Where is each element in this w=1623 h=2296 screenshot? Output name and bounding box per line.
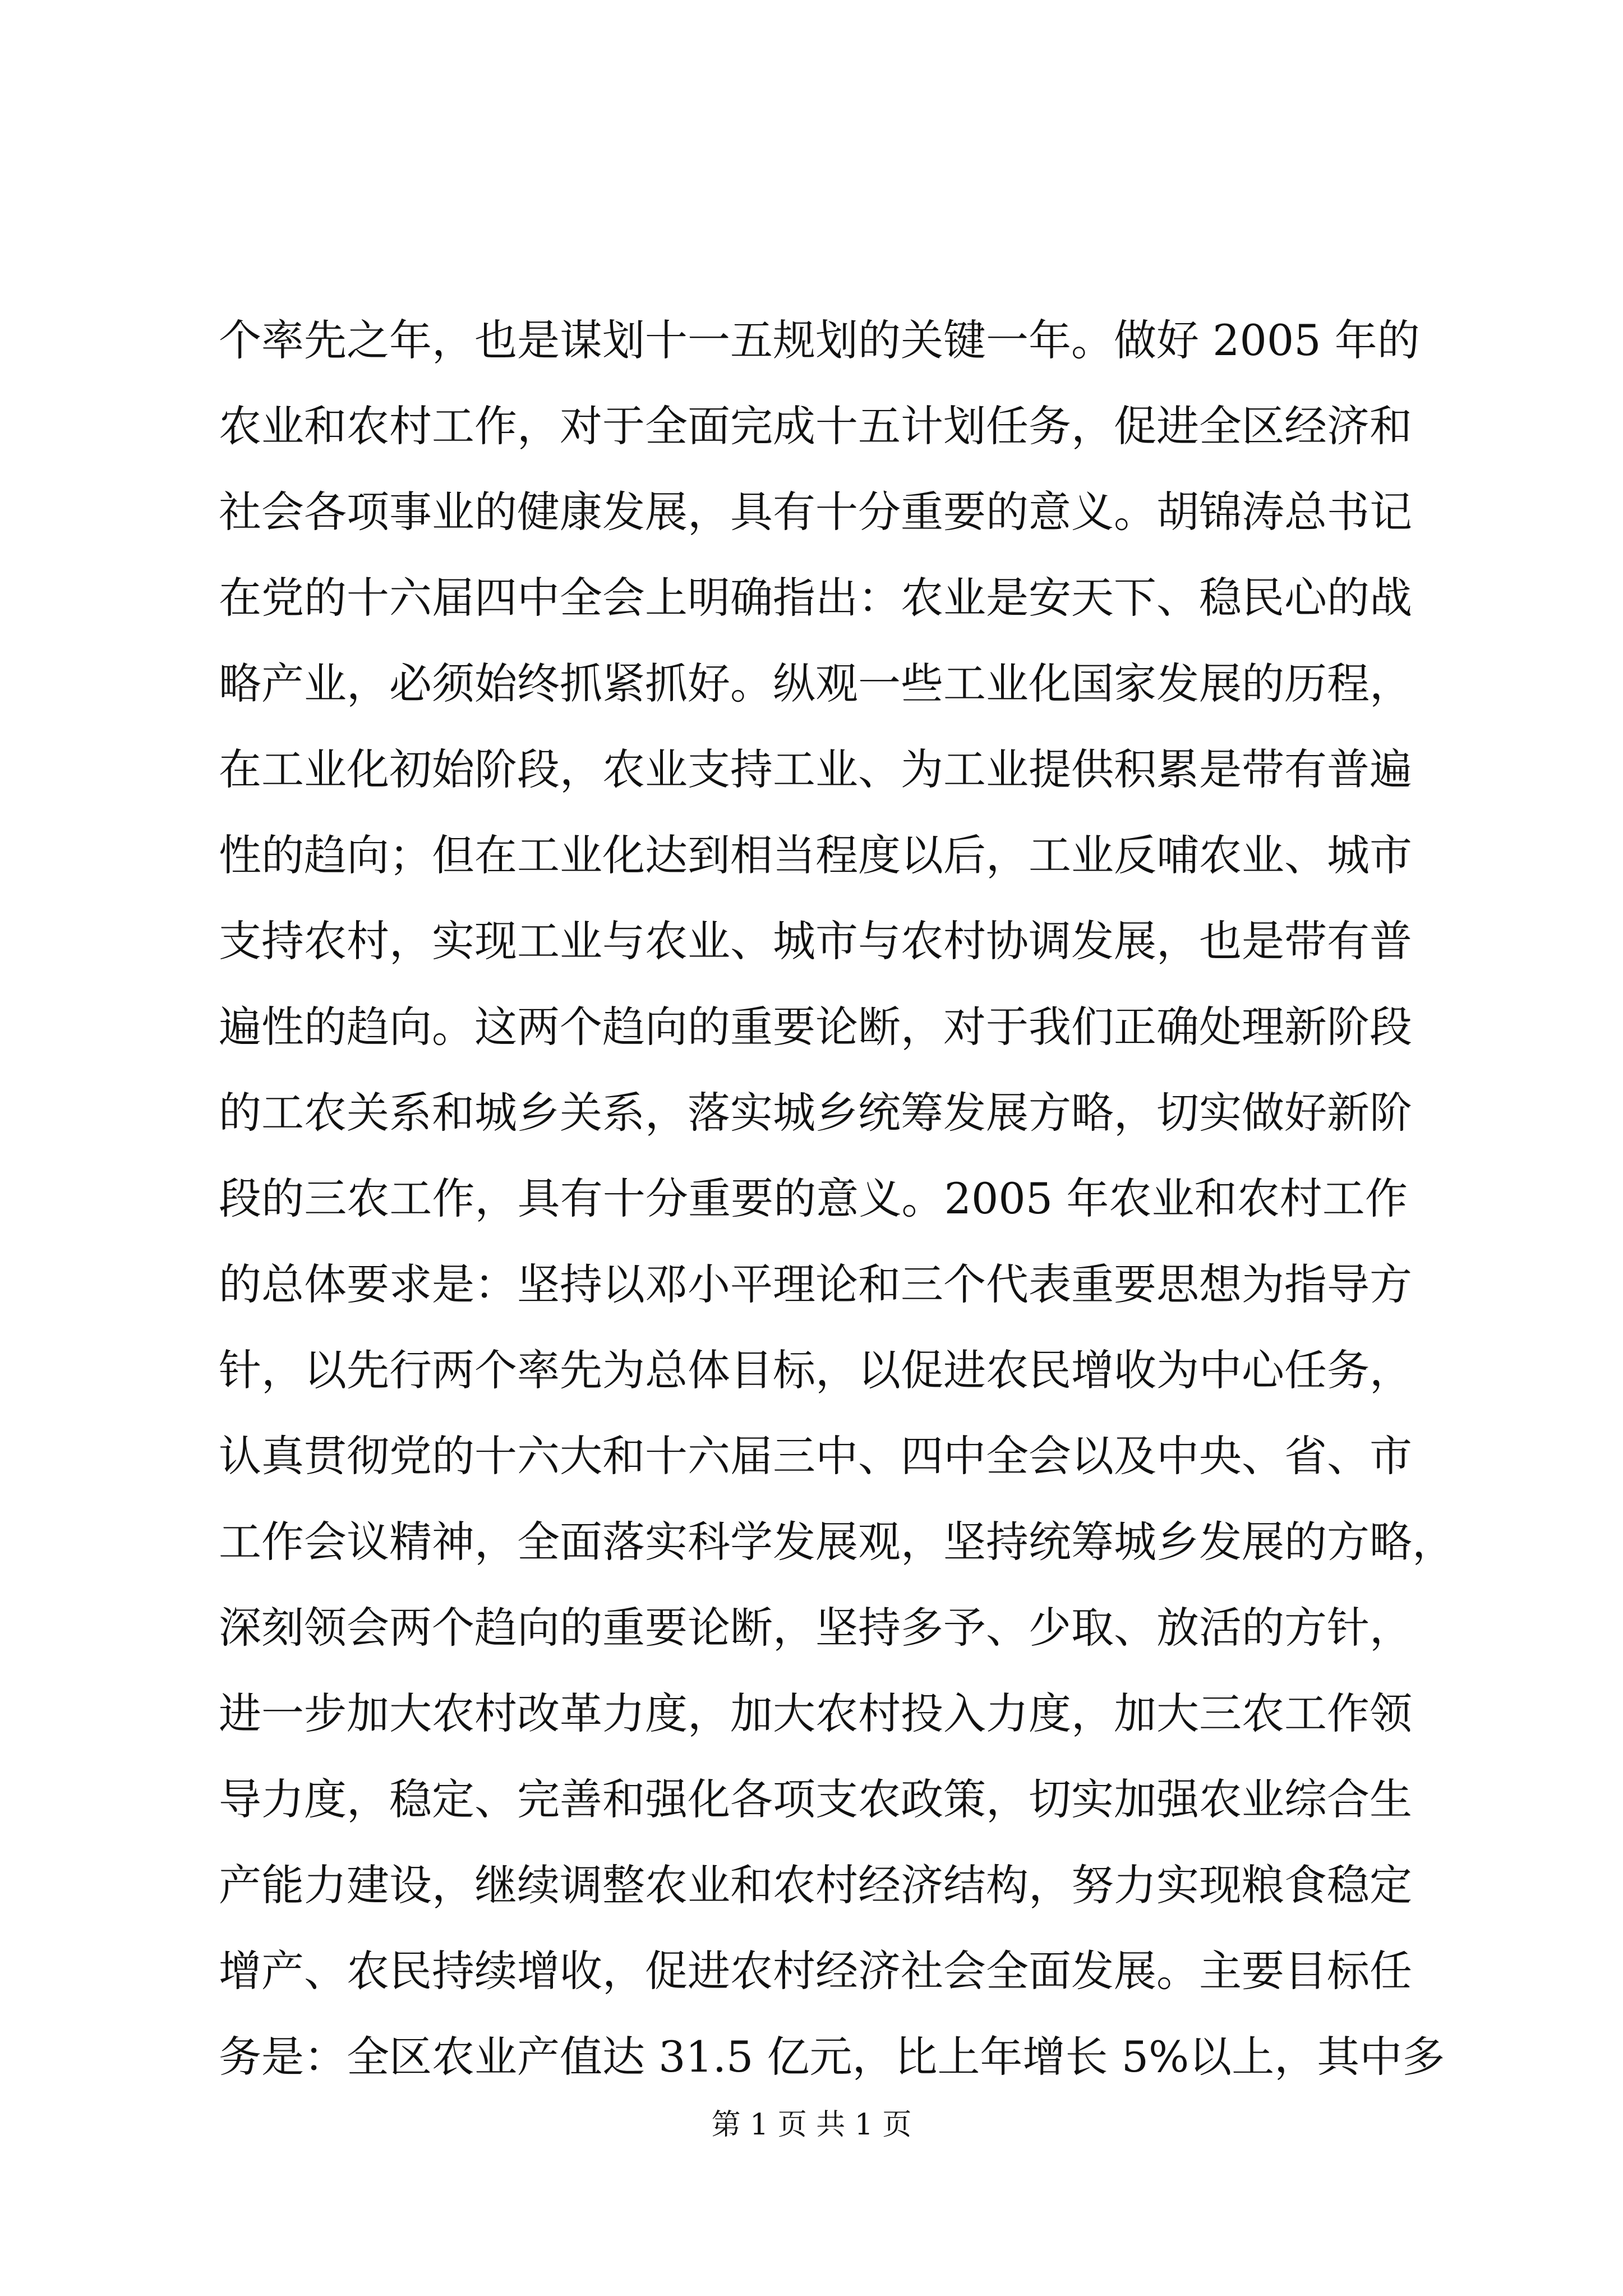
text-line: 性的趋向；但在工业化达到相当程度以后，工业反哺农业、城市 xyxy=(219,830,1412,880)
text-line: 针，以先行两个率先为总体目标，以促进农民增收为中心任务， xyxy=(219,1345,1412,1395)
text-line: 产能力建设，继续调整农业和农村经济结构，努力实现粮食稳定 xyxy=(219,1860,1412,1910)
body-text xyxy=(219,297,1455,2100)
text-line: 的总体要求是：坚持以邓小平理论和三个代表重要思想为指导方 xyxy=(219,1259,1412,1309)
text-line: 增产、农民持续增收，促进农村经济社会全面发展。主要目标任 xyxy=(219,1946,1412,1996)
text-line: 导力度，稳定、完善和强化各项支农政策，切实加强农业综合生 xyxy=(219,1774,1412,1824)
text-line: 工作会议精神，全面落实科学发展观，坚持统筹城乡发展的方略， xyxy=(219,1517,1455,1567)
text-line: 略产业，必须始终抓紧抓好。纵观一些工业化国家发展的历程， xyxy=(219,659,1412,708)
text-line: 遍性的趋向。这两个趋向的重要论断，对于我们正确处理新阶段 xyxy=(219,1002,1412,1052)
text-line: 进一步加大农村改革力度，加大农村投入力度，加大三农工作领 xyxy=(219,1688,1412,1738)
text-line: 支持农村，实现工业与农业、城市与农村协调发展，也是带有普 xyxy=(219,916,1412,966)
text-line: 的工农关系和城乡关系，落实城乡统筹发展方略，切实做好新阶 xyxy=(219,1088,1412,1138)
text-line: 在工业化初始阶段，农业支持工业、为工业提供积累是带有普遍 xyxy=(219,744,1412,794)
page-number-footer: 第 1 页 共 1 页 xyxy=(711,2108,912,2142)
text-line: 务是：全区农业产值达 31.5 亿元，比上年增长 5%以上，其中多 xyxy=(219,2032,1445,2082)
text-line: 社会各项事业的健康发展，具有十分重要的意义。胡锦涛总书记 xyxy=(219,487,1412,537)
text-line: 段的三农工作，具有十分重要的意义。2005 年农业和农村工作 xyxy=(219,1174,1408,1223)
text-line: 认真贯彻党的十六大和十六届三中、四中全会以及中央、省、市 xyxy=(219,1431,1412,1481)
text-line: 农业和农村工作，对于全面完成十五计划任务，促进全区经济和 xyxy=(219,401,1412,451)
text-line: 在党的十六届四中全会上明确指出：农业是安天下、稳民心的战 xyxy=(219,573,1412,623)
text-line: 深刻领会两个趋向的重要论断，坚持多予、少取、放活的方针， xyxy=(219,1603,1412,1653)
text-line: 个率先之年，也是谋划十一五规划的关键一年。做好 2005 年的 xyxy=(219,315,1420,365)
